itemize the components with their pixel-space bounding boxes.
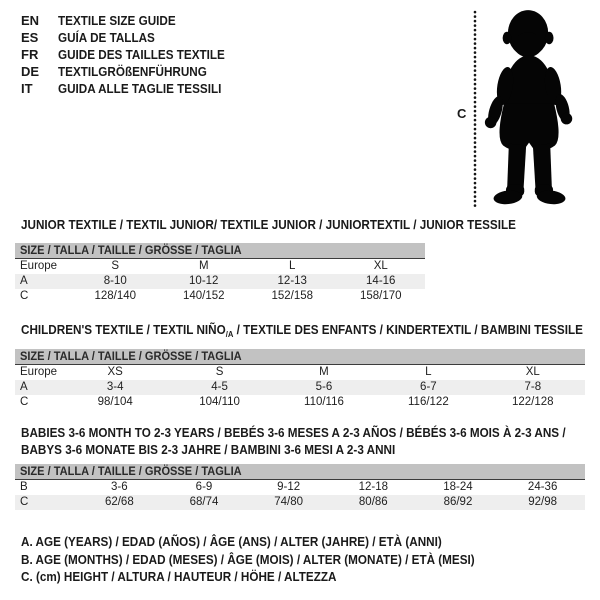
language-code: ES — [21, 30, 39, 45]
table-cell: 122/128 — [511, 396, 554, 408]
table-cell: 8-10 — [103, 275, 127, 287]
table-cell: 74/80 — [274, 496, 304, 508]
language-code: IT — [21, 81, 33, 96]
row-label: B — [20, 481, 28, 493]
row-label: C — [20, 290, 29, 302]
babies-title-line1: BABIES 3-6 MONTH TO 2-3 YEARS / BEBÉS 3-6 MESES A 2-3 AÑOS / BÉBÉS 3-6 MOIS À 2-3 ANS / — [21, 425, 566, 440]
table-cell: 6-9 — [195, 481, 213, 493]
row-label: A — [20, 275, 28, 287]
row-label: C — [20, 396, 29, 408]
footnote-age-months: B. AGE (MONTHS) / EDAD (MESES) / ÂGE (MOIS) / ALTER (MONATE) / ETÀ (MESI) — [21, 551, 475, 567]
table-cell: 86/92 — [443, 496, 473, 508]
height-measure-label: C — [457, 106, 467, 121]
table-cell: 4-5 — [211, 381, 228, 393]
table-row — [15, 495, 585, 510]
babies-size-table — [15, 464, 585, 510]
table-cell: 128/140 — [94, 290, 137, 302]
size-header-text: SIZE / TALLA / TAILLE / GRÖSSE / TAGLIA — [20, 349, 242, 363]
language-list — [21, 12, 243, 97]
table-cell: 116/122 — [408, 396, 449, 408]
table-cell: L — [425, 366, 432, 378]
junior-table-title: JUNIOR TEXTILE / TEXTIL JUNIOR/ TEXTILE JUNIOR / JUNIORTEXTIL / JUNIOR TESSILE — [21, 217, 516, 232]
babies-table-title — [21, 424, 566, 458]
table-cell: 18-24 — [443, 481, 473, 493]
table-cell: 62/68 — [104, 496, 134, 508]
table-row — [15, 365, 585, 381]
language-label: GUÍA DE TALLAS — [58, 30, 155, 45]
table-cell: 92/98 — [528, 496, 558, 508]
size-header-row — [15, 243, 425, 259]
size-header-row — [15, 464, 585, 480]
language-label: TEXTILE SIZE GUIDE — [58, 13, 176, 28]
language-row — [21, 46, 243, 63]
table-cell: 3-6 — [111, 481, 128, 493]
table-cell: 6-7 — [420, 381, 437, 393]
table-cell: XL — [525, 366, 540, 378]
size-header-bar — [15, 349, 585, 365]
language-code: EN — [21, 13, 40, 28]
children-size-table — [15, 349, 585, 410]
language-row — [21, 80, 243, 97]
height-measure-line-icon — [472, 9, 478, 209]
table-cell: 7-8 — [524, 381, 542, 393]
table-cell: 10-12 — [189, 275, 219, 287]
junior-size-table — [15, 243, 425, 304]
children-title-subscript: /A — [225, 329, 234, 339]
children-table-title — [21, 321, 583, 343]
table-row — [15, 259, 425, 275]
row-label: C — [20, 496, 29, 508]
baby-silhouette-icon — [482, 9, 578, 211]
table-cell: 158/170 — [359, 290, 402, 302]
table-cell: M — [319, 366, 329, 378]
footnote-height: C. (cm) HEIGHT / ALTURA / HAUTEUR / HÖHE / ALTEZZA — [21, 569, 337, 584]
table-cell: 9-12 — [277, 481, 301, 493]
table-cell: 3-4 — [106, 381, 124, 393]
language-code: DE — [21, 64, 40, 79]
table-cell: 12-13 — [277, 275, 307, 287]
children-title-main: CHILDREN'S TEXTILE / TEXTIL NIÑO — [21, 322, 226, 337]
table-row — [15, 289, 425, 304]
children-title-rest: / TEXTILE DES ENFANTS / KINDERTEXTIL / BAMBINI TESSILE — [233, 322, 583, 337]
table-cell: 152/158 — [271, 290, 314, 302]
footnote-age-years: A. AGE (YEARS) / EDAD (AÑOS) / ÂGE (ANS) / ALTER (JAHRE) / ETÀ (ANNI) — [21, 534, 442, 549]
table-cell: 68/74 — [189, 496, 219, 508]
table-cell: 140/152 — [182, 290, 225, 302]
language-row — [21, 29, 243, 46]
table-cell: 80/86 — [358, 496, 388, 508]
babies-title-line2: BABYS 3-6 MONATE BIS 2-3 JAHRE / BAMBINI 3-6 MESI A 2-3 ANNI — [21, 442, 396, 457]
table-cell: XL — [373, 260, 388, 272]
table-cell: 5-6 — [315, 381, 333, 393]
table-row — [15, 380, 585, 395]
table-row — [15, 480, 585, 496]
row-label: A — [20, 381, 28, 393]
table-cell: 12-18 — [358, 481, 388, 493]
language-row — [21, 12, 243, 29]
size-header-bar — [15, 464, 585, 480]
language-label: TEXTILGRÖßENFÜHRUNG — [58, 64, 207, 79]
table-cell: 110/116 — [304, 396, 344, 408]
table-cell: 14-16 — [366, 275, 396, 287]
size-header-text: SIZE / TALLA / TAILLE / GRÖSSE / TAGLIA — [20, 243, 242, 257]
table-cell: M — [198, 260, 209, 272]
table-cell: 98/104 — [97, 396, 133, 408]
table-cell: XS — [107, 366, 123, 378]
footnote-list — [21, 533, 475, 586]
language-label: GUIDA ALLE TAGLIE TESSILI — [58, 81, 222, 96]
language-code: FR — [21, 47, 39, 62]
table-cell: L — [289, 260, 296, 272]
table-row — [15, 274, 425, 289]
language-row — [21, 63, 243, 80]
table-cell: 24-36 — [527, 481, 558, 493]
size-header-bar — [15, 243, 425, 259]
row-label: Europe — [20, 260, 58, 272]
table-cell: S — [215, 366, 224, 378]
table-cell: S — [111, 260, 120, 272]
row-label: Europe — [20, 366, 58, 378]
size-header-text: SIZE / TALLA / TAILLE / GRÖSSE / TAGLIA — [20, 464, 242, 478]
language-label: GUIDE DES TAILLES TEXTILE — [58, 47, 225, 62]
table-row — [15, 395, 585, 410]
table-cell: 104/110 — [199, 396, 240, 408]
size-header-row — [15, 349, 585, 365]
